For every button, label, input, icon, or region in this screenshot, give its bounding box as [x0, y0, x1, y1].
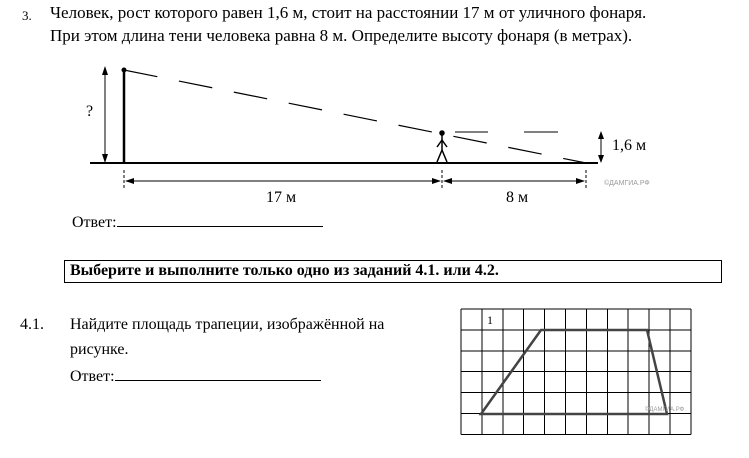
answer-label: Ответ: — [72, 214, 117, 231]
choice-instruction: Выберите и выполните только одно из заданий 4.1. или 4.2. — [70, 262, 499, 279]
light-ray — [124, 70, 586, 163]
problem-4-1-number: 4.1. — [20, 316, 44, 333]
problem-4-1-text-line-2: рисунке. — [70, 341, 129, 358]
answer-label: Ответ: — [70, 368, 115, 385]
answer-line-input[interactable] — [115, 366, 321, 381]
unknown-height-label: ? — [86, 103, 94, 120]
grid-unit-label: 1 — [487, 313, 493, 327]
problem-3-text-line-2: При этом длина тени человека равна 8 м. Определите высоту фонаря (в метрах). — [50, 26, 633, 45]
person-icon — [437, 131, 447, 162]
watermark: ©ДАМГИА.РФ — [604, 180, 650, 187]
problem-4-1-answer — [70, 366, 321, 386]
distance-label: 17 м — [266, 189, 297, 206]
problem-3-number: 3. — [22, 8, 32, 23]
person-height-label: 1,6 м — [612, 137, 647, 154]
problem-3-answer — [72, 212, 323, 232]
trapezoid-grid — [461, 309, 691, 434]
answer-line-input[interactable] — [117, 212, 323, 227]
lamp-figure — [90, 66, 604, 188]
problem-3-text-line-1: Человек, рост которого равен 1,6 м, стоит на расстоянии 17 м от уличного фонаря. — [50, 3, 647, 22]
problem-4-1-text-line-1: Найдите площадь трапеции, изображённой на — [70, 316, 385, 333]
shadow-length-label: 8 м — [506, 189, 529, 206]
grid-watermark: ©ДАМГИА.РФ — [645, 407, 685, 413]
